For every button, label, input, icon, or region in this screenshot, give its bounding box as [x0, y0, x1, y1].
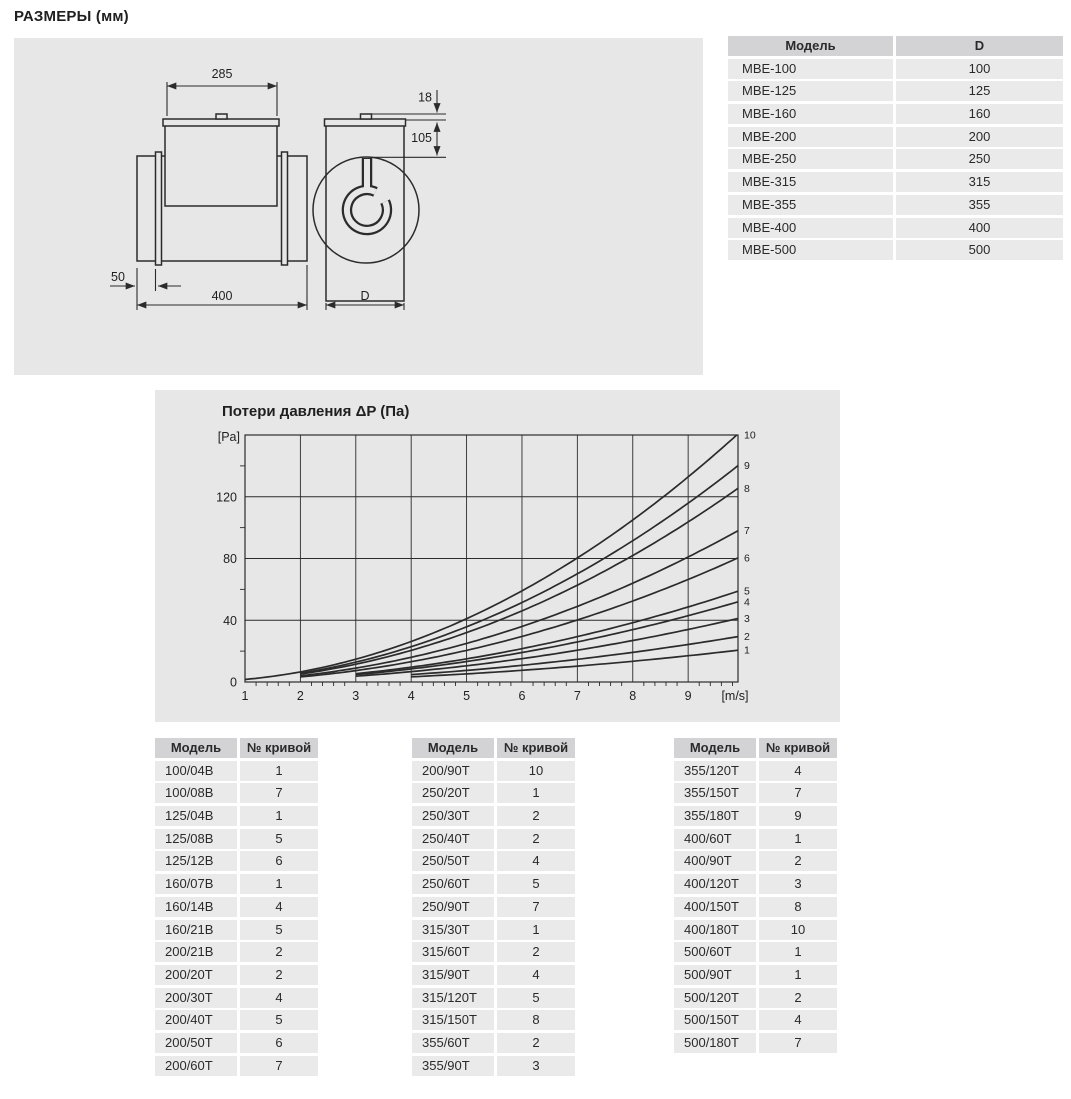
model-cell: 355/120T	[674, 761, 756, 781]
model-cell: MBE-200	[728, 127, 893, 147]
model-cell: 500/180T	[674, 1033, 756, 1053]
column-header-value: № кривой	[240, 738, 318, 758]
table-row	[412, 1056, 575, 1076]
model-cell: 355/180T	[674, 806, 756, 826]
model-cell: 400/90T	[674, 851, 756, 871]
curve-label-7: 7	[744, 525, 750, 538]
model-cell: 125/08B	[155, 829, 237, 849]
curve-label-2: 2	[744, 631, 750, 644]
front-body	[326, 125, 404, 301]
value-cell: 5	[497, 874, 575, 894]
front-view	[313, 114, 419, 301]
dim-end-offset: 50	[111, 270, 125, 284]
table-row	[155, 874, 318, 894]
value-cell: 7	[759, 783, 837, 803]
value-cell: 8	[759, 897, 837, 917]
model-cell: 400/150T	[674, 897, 756, 917]
front-lid	[325, 119, 406, 126]
value-cell: 6	[240, 851, 318, 871]
x-tick-label: 2	[296, 689, 304, 703]
value-cell: 1	[240, 806, 318, 826]
column-header-value: № кривой	[497, 738, 575, 758]
table-row	[412, 829, 575, 849]
lid-tab	[216, 114, 227, 119]
value-cell: 5	[240, 1010, 318, 1030]
column-header-value: № кривой	[759, 738, 837, 758]
table-row	[728, 104, 1063, 124]
table-row	[412, 1033, 575, 1053]
value-cell: 4	[497, 965, 575, 985]
value-cell: 5	[240, 829, 318, 849]
model-cell: 500/120T	[674, 988, 756, 1008]
value-cell: 1	[497, 783, 575, 803]
x-tick-label: 3	[352, 689, 360, 703]
table-row	[155, 1010, 318, 1030]
value-cell: 1	[759, 829, 837, 849]
curve-label-5: 5	[744, 585, 750, 598]
column-header-value: D	[896, 36, 1063, 56]
front-lid-tab	[361, 114, 372, 119]
curve-label-10: 10	[744, 429, 756, 442]
model-cell: 500/150T	[674, 1010, 756, 1030]
table-row	[674, 851, 837, 871]
curve-4	[356, 602, 738, 675]
value-cell: 2	[497, 806, 575, 826]
model-cell: 315/60T	[412, 942, 494, 962]
value-cell: 6	[240, 1033, 318, 1053]
table-row	[155, 761, 318, 781]
duct-heater-drawing	[14, 38, 703, 375]
model-cell: 250/50T	[412, 851, 494, 871]
table-row	[155, 942, 318, 962]
table-row	[728, 127, 1063, 147]
model-cell: 125/04B	[155, 806, 237, 826]
x-tick-label: 4	[407, 689, 415, 703]
model-cell: 200/30T	[155, 988, 237, 1008]
table-row	[155, 920, 318, 940]
table-row	[728, 149, 1063, 169]
value-cell: 2	[497, 942, 575, 962]
table-row	[155, 897, 318, 917]
table-row	[674, 1010, 837, 1030]
chart-title: Потери давления ΔP (Па)	[222, 403, 410, 420]
y-tick-label: 120	[216, 490, 237, 505]
table-row	[674, 1033, 837, 1053]
y-tick-label: 80	[223, 552, 237, 566]
value-cell: 400	[896, 218, 1063, 238]
table-header-row	[728, 36, 1063, 56]
x-tick-label: 6	[518, 689, 526, 703]
curve-label-3: 3	[744, 612, 750, 625]
model-cell: 250/40T	[412, 829, 494, 849]
value-cell: 1	[759, 942, 837, 962]
model-cell: MBE-400	[728, 218, 893, 238]
column-header-model: Модель	[674, 738, 756, 758]
model-cell: 200/60T	[155, 1056, 237, 1076]
model-cell: MBE-160	[728, 104, 893, 124]
curve-label-4: 4	[744, 596, 750, 609]
model-cell: 100/04B	[155, 761, 237, 781]
value-cell: 4	[240, 897, 318, 917]
table-row	[412, 851, 575, 871]
model-cell: 160/21B	[155, 920, 237, 940]
table-row	[674, 761, 837, 781]
value-cell: 315	[896, 172, 1063, 192]
value-cell: 3	[497, 1056, 575, 1076]
table-row	[728, 240, 1063, 260]
dim-diameter: D	[360, 289, 370, 303]
model-cell: 200/21B	[155, 942, 237, 962]
pressure-loss-chart-panel	[155, 390, 840, 722]
model-cell: MBE-315	[728, 172, 893, 192]
model-cell: 315/120T	[412, 988, 494, 1008]
side-view	[137, 114, 307, 265]
value-cell: 8	[497, 1010, 575, 1030]
table-row	[674, 920, 837, 940]
table-header-row	[674, 738, 837, 758]
terminal-box-lid	[163, 119, 279, 126]
model-cell: MBE-250	[728, 149, 893, 169]
table-row	[728, 59, 1063, 79]
table-row	[155, 783, 318, 803]
value-cell: 160	[896, 104, 1063, 124]
table-row	[674, 988, 837, 1008]
curve-label-8: 8	[744, 482, 750, 495]
dim-top-width: 285	[211, 67, 233, 81]
value-cell: 100	[896, 59, 1063, 79]
model-cell: MBE-100	[728, 59, 893, 79]
model-cell: 315/90T	[412, 965, 494, 985]
x-tick-label: 5	[463, 689, 471, 703]
value-cell: 5	[240, 920, 318, 940]
model-cell: 200/40T	[155, 1010, 237, 1030]
value-cell: 2	[497, 1033, 575, 1053]
model-cell: 400/60T	[674, 829, 756, 849]
page-title: РАЗМЕРЫ (мм)	[14, 8, 129, 25]
model-cell: 125/12B	[155, 851, 237, 871]
value-cell: 1	[759, 965, 837, 985]
curve-table-1	[155, 738, 318, 1078]
value-cell: 7	[240, 783, 318, 803]
model-cell: 100/08B	[155, 783, 237, 803]
model-diameter-table	[728, 36, 1063, 263]
x-tick-label: 9	[684, 689, 692, 703]
table-row	[155, 851, 318, 871]
table-row	[674, 942, 837, 962]
table-header-row	[155, 738, 318, 758]
value-cell: 4	[759, 761, 837, 781]
table-row	[674, 829, 837, 849]
model-cell: 250/30T	[412, 806, 494, 826]
model-cell: 400/120T	[674, 874, 756, 894]
model-cell: MBE-125	[728, 81, 893, 101]
value-cell: 1	[240, 761, 318, 781]
value-cell: 9	[759, 806, 837, 826]
table-row	[728, 81, 1063, 101]
table-row	[412, 783, 575, 803]
value-cell: 10	[759, 920, 837, 940]
value-cell: 1	[497, 920, 575, 940]
value-cell: 7	[497, 897, 575, 917]
model-cell: MBE-355	[728, 195, 893, 215]
heating-element	[347, 158, 387, 230]
model-cell: MBE-500	[728, 240, 893, 260]
table-row	[728, 195, 1063, 215]
model-cell: 250/60T	[412, 874, 494, 894]
value-cell: 2	[240, 942, 318, 962]
model-cell: 400/180T	[674, 920, 756, 940]
model-cell: 200/50T	[155, 1033, 237, 1053]
model-cell: 355/60T	[412, 1033, 494, 1053]
model-cell: 250/90T	[412, 897, 494, 917]
column-header-model: Модель	[728, 36, 893, 56]
curve-label-1: 1	[744, 644, 750, 657]
table-row	[728, 172, 1063, 192]
model-cell: 355/90T	[412, 1056, 494, 1076]
table-row	[412, 988, 575, 1008]
y-tick-label: 0	[230, 675, 237, 690]
model-cell: 500/90T	[674, 965, 756, 985]
value-cell: 1	[240, 874, 318, 894]
table-row	[674, 897, 837, 917]
value-cell: 125	[896, 81, 1063, 101]
curve-label-9: 9	[744, 460, 750, 473]
curve-label-6: 6	[744, 552, 750, 565]
model-cell: 500/60T	[674, 942, 756, 962]
table-row	[674, 965, 837, 985]
model-cell: 355/150T	[674, 783, 756, 803]
dim-lid-to-duct: 105	[411, 131, 432, 145]
y-axis-unit-label: [Pa]	[217, 430, 240, 444]
value-cell: 4	[240, 988, 318, 1008]
value-cell: 4	[759, 1010, 837, 1030]
value-cell: 5	[497, 988, 575, 1008]
table-row	[728, 218, 1063, 238]
table-row	[674, 874, 837, 894]
table-row	[412, 806, 575, 826]
curve-10	[245, 435, 737, 680]
curve-table-2	[412, 738, 575, 1078]
table-row	[155, 1033, 318, 1053]
value-cell: 4	[497, 851, 575, 871]
table-row	[412, 874, 575, 894]
model-cell: 315/30T	[412, 920, 494, 940]
value-cell: 2	[759, 988, 837, 1008]
table-row	[412, 965, 575, 985]
value-cell: 3	[759, 874, 837, 894]
x-tick-label: 1	[241, 689, 249, 703]
model-cell: 160/07B	[155, 874, 237, 894]
value-cell: 7	[240, 1056, 318, 1076]
value-cell: 250	[896, 149, 1063, 169]
table-row	[674, 783, 837, 803]
table-row	[412, 942, 575, 962]
table-row	[412, 897, 575, 917]
dim-length: 400	[211, 289, 233, 303]
pressure-loss-chart	[155, 390, 840, 722]
x-tick-label: 7	[573, 689, 581, 703]
model-cell: 160/14B	[155, 897, 237, 917]
flange-left	[156, 152, 162, 265]
y-tick-label: 40	[223, 613, 237, 628]
terminal-box	[165, 125, 277, 206]
table-row	[412, 1010, 575, 1030]
dim-lid-height: 18	[418, 90, 432, 105]
value-cell: 355	[896, 195, 1063, 215]
column-header-model: Модель	[412, 738, 494, 758]
curve-1	[411, 650, 738, 677]
table-row	[155, 829, 318, 849]
x-axis-unit-label: [m/s]	[721, 689, 749, 703]
table-header-row	[412, 738, 575, 758]
curve-table-3	[674, 738, 837, 1056]
table-row	[412, 920, 575, 940]
value-cell: 7	[759, 1033, 837, 1053]
flange-right	[282, 152, 288, 265]
model-cell: 315/150T	[412, 1010, 494, 1030]
x-tick-label: 8	[629, 689, 637, 703]
dimensions-drawing-panel	[14, 38, 703, 375]
model-cell: 250/20T	[412, 783, 494, 803]
value-cell: 2	[759, 851, 837, 871]
value-cell: 10	[497, 761, 575, 781]
value-cell: 2	[240, 965, 318, 985]
table-row	[155, 806, 318, 826]
table-row	[155, 1056, 318, 1076]
table-row	[155, 988, 318, 1008]
table-row	[412, 761, 575, 781]
value-cell: 500	[896, 240, 1063, 260]
value-cell: 2	[497, 829, 575, 849]
model-cell: 200/90T	[412, 761, 494, 781]
table-row	[155, 965, 318, 985]
table-row	[674, 806, 837, 826]
model-cell: 200/20T	[155, 965, 237, 985]
column-header-model: Модель	[155, 738, 237, 758]
value-cell: 200	[896, 127, 1063, 147]
